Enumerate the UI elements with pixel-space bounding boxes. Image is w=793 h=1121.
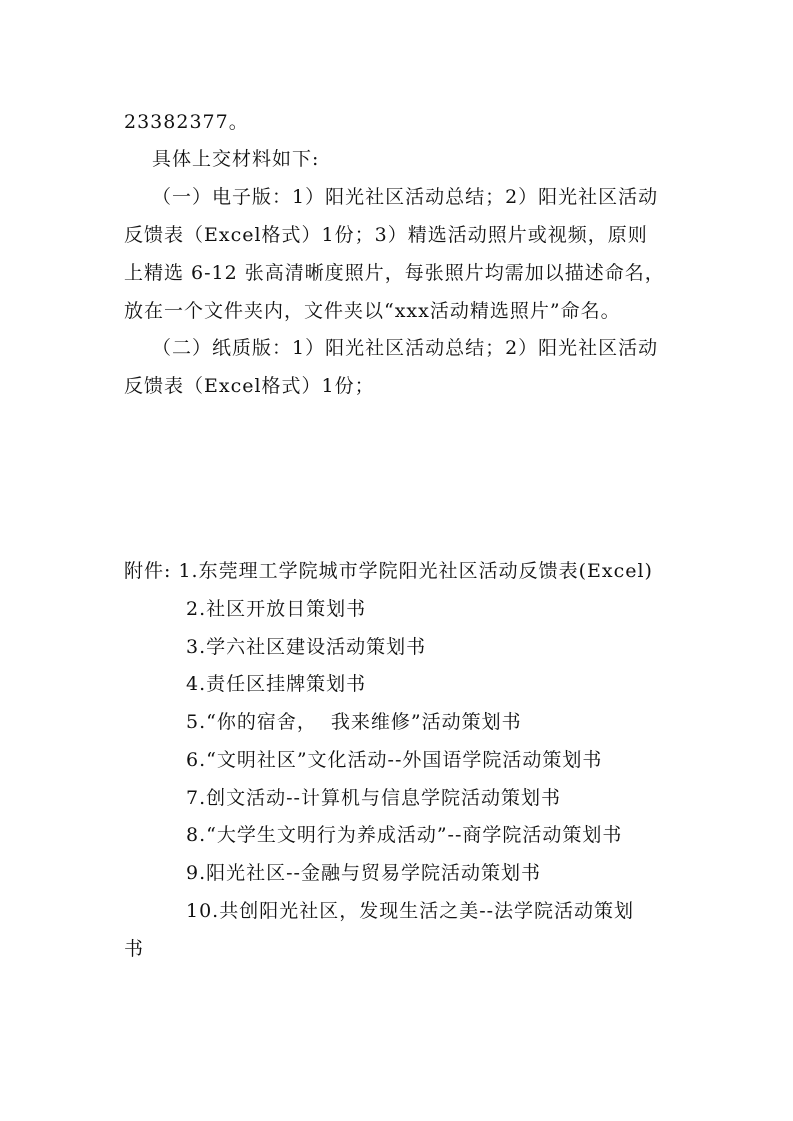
attachments-label: 附件: xyxy=(124,560,172,582)
attachment-item-3: 3.学六社区建设活动策划书 xyxy=(186,636,427,658)
attachment-item-1: 1.东莞理工学院城市学院阳光社区活动反馈表(Excel) xyxy=(178,560,653,582)
attachment-item-9: 9.阳光社区--金融与贸易学院活动策划书 xyxy=(186,862,541,884)
materials-intro: 具体上交材料如下: xyxy=(152,148,320,170)
attachment-item-1-row xyxy=(124,558,653,584)
attachment-item-6: 6.“文明社区”文化活动--外国语学院活动策划书 xyxy=(186,749,603,771)
attachment-item-5: 5.“你的宿舍， 我来维修”活动策划书 xyxy=(186,711,522,733)
attachment-item-10-wrap: 书 xyxy=(124,938,145,960)
electronic-version-line-3: 上精选 6-12 张高清晰度照片，每张照片均需加以描述命名， xyxy=(124,262,665,284)
attachment-item-2: 2.社区开放日策划书 xyxy=(186,598,367,620)
attachment-item-10: 10.共创阳光社区，发现生活之美--法学院活动策划 xyxy=(186,900,635,922)
attachment-item-7: 7.创文活动--计算机与信息学院活动策划书 xyxy=(186,787,561,809)
paper-version-line-2: 反馈表（Excel格式）1份； xyxy=(124,375,375,397)
phone-number-tail: 23382377。 xyxy=(124,111,249,133)
attachment-item-4: 4.责任区挂牌策划书 xyxy=(186,673,367,695)
electronic-version-line-2: 反馈表（Excel格式）1份；3）精选活动照片或视频，原则 xyxy=(124,224,648,246)
paper-version-line-1: （二）纸质版：1）阳光社区活动总结；2）阳光社区活动 xyxy=(152,337,659,359)
electronic-version-line-4: 放在一个文件夹内，文件夹以“xxx活动精选照片”命名。 xyxy=(124,300,621,322)
attachment-item-8: 8.“大学生文明行为养成活动”--商学院活动策划书 xyxy=(186,824,623,846)
electronic-version-line-1: （一）电子版：1）阳光社区活动总结；2）阳光社区活动 xyxy=(152,186,659,208)
